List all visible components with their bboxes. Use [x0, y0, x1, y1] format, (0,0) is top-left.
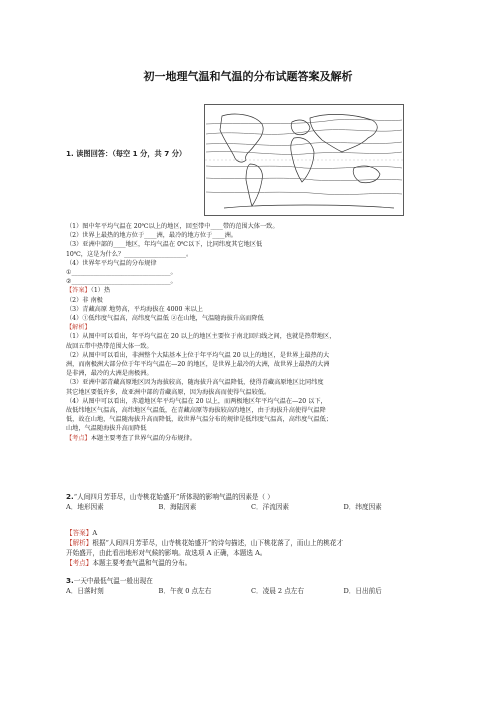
q3-option-a[interactable]: A．日落时刻	[66, 587, 104, 595]
q1-analysis-line: 低，故在山地，气温随海拔升高而降低，故世界气温分布的规律是低纬度气温高，高纬度气温低；	[66, 416, 333, 424]
q2-analysis-line: 【解析】根据“人间四月芳菲尽，山寺桃花始盛开”的诗句描述，山下桃花落了，而山上的桃花才	[66, 539, 344, 547]
q1-answer-line: （4）①低纬度气温高，高纬度气温低 ②在山地，气温随海拔升高而降低	[66, 315, 264, 323]
q1-analysis-line: （3）亚洲中部青藏高原地区因为海拔较高，随海拔升高气温降低，使得青藏高原地区比同纬度	[66, 379, 324, 387]
q3-option-c[interactable]: C．凌晨 2 点左右	[251, 587, 304, 595]
q1-answer-line: （3）青藏高原 地势高，平均海拔在 4000 米以上	[66, 305, 203, 313]
q2-answer-line: 【答案】A	[66, 529, 98, 537]
q1-answer-line: 【答案】（1）热	[66, 287, 111, 295]
page-title: 初一地理气温和气温的分布试题答案及解析	[143, 70, 353, 83]
q1-analysis-line: 故低纬地区气温高，高纬地区气温低，在青藏高原等海拔较高的地区，由于海拔升高使得气温降	[66, 407, 326, 415]
q3-option-d[interactable]: D．日出前后	[343, 587, 382, 595]
q2-stem: 2.“人间四月芳菲尽，山寺桃花始盛开”所体现的影响气温的因素是（ ）	[66, 492, 274, 501]
q3-options	[66, 586, 436, 596]
q1-line: （1）图中年平均气温在 20℃以上的地区，回至带中____带的范围大体一致。	[66, 223, 279, 230]
world-isotherm-map	[204, 104, 404, 216]
q3-stem: 3.一天中最低气温一般出现在	[66, 576, 153, 585]
q2-option-a[interactable]: A．地形因素	[66, 503, 104, 511]
q2-analysis-line: 开始盛开，由此看出地形对气候的影响。故选项 A 正确，本题选 A。	[66, 549, 267, 557]
q1-analysis-line: 是非洲，最冷的大洲是南极洲。	[66, 370, 153, 378]
q2-option-d[interactable]: D．纬度因素	[343, 503, 382, 511]
answer-label: 【答案】	[66, 287, 91, 295]
q1-analysis-line: 洲，而南极洲大部分位于年平均气温在—20 的地区，是世界上最冷的大洲，故世界上最热的大洲	[66, 361, 330, 369]
q1-line: ①________________________________。	[66, 269, 177, 277]
q1-analysis-line: （2）从图中可以看出，非洲整个大陆基本上位于年平均气温 20 以上的地区，是世界上最热的大	[66, 351, 330, 359]
q2-option-c[interactable]: C．洋流因素	[251, 503, 290, 511]
q2-options	[66, 502, 436, 512]
q1-analysis-line: （1）从图中可以看出，年平均气温在 20 以上的地区主要位于南北回归线之间，也就是热带地区，	[66, 333, 336, 341]
q1-line: ②________________________________。	[66, 278, 177, 286]
q1-analysis-line: 其它地区要低许多，故亚洲中部的青藏高原，因为海拔高而使得气温较低。	[66, 388, 271, 396]
q1-analysis-line: 山地，气温随海拔升高而降低	[66, 425, 147, 433]
q1-point-line: 【考点】本题主要考查了世界气温的分布规律。	[66, 434, 196, 442]
q1-answer-line: （2）非 南极	[66, 296, 103, 304]
q1-line: 10℃，这是为什么？____________________。	[66, 250, 193, 258]
q1-line: （3）亚洲中部的____地区，年均气温在 0℃以下，比同纬度其它地区低	[66, 241, 263, 249]
q1-analysis-line: 故回五带中热带范围大体一致。	[66, 342, 153, 350]
q1-line: （2）世界上最热的地方位于____洲，最冷的地方位于____洲。	[66, 232, 237, 240]
question-1-body	[66, 222, 436, 443]
q1-line: （4）世界年平均气温的分布规律	[66, 259, 157, 267]
q2-option-b[interactable]: B．海陆因素	[158, 503, 197, 511]
q2-point-line: 【考点】本题主要考查气温和气温的分布。	[66, 559, 192, 567]
point-label: 【考点】	[66, 434, 91, 442]
q3-option-b[interactable]: B．午夜 0 点左右	[158, 587, 212, 595]
q1-analysis-line: （4）从图中可以看出，赤道地区年平均气温在 20 以上，而两极地区年平均气温在—20 以下，	[66, 397, 327, 405]
question-2	[66, 492, 436, 596]
question-1-header: 1. 读图回答：（每空 1 分，共 7 分）	[66, 149, 187, 158]
analysis-label: 【解析】	[66, 324, 91, 332]
